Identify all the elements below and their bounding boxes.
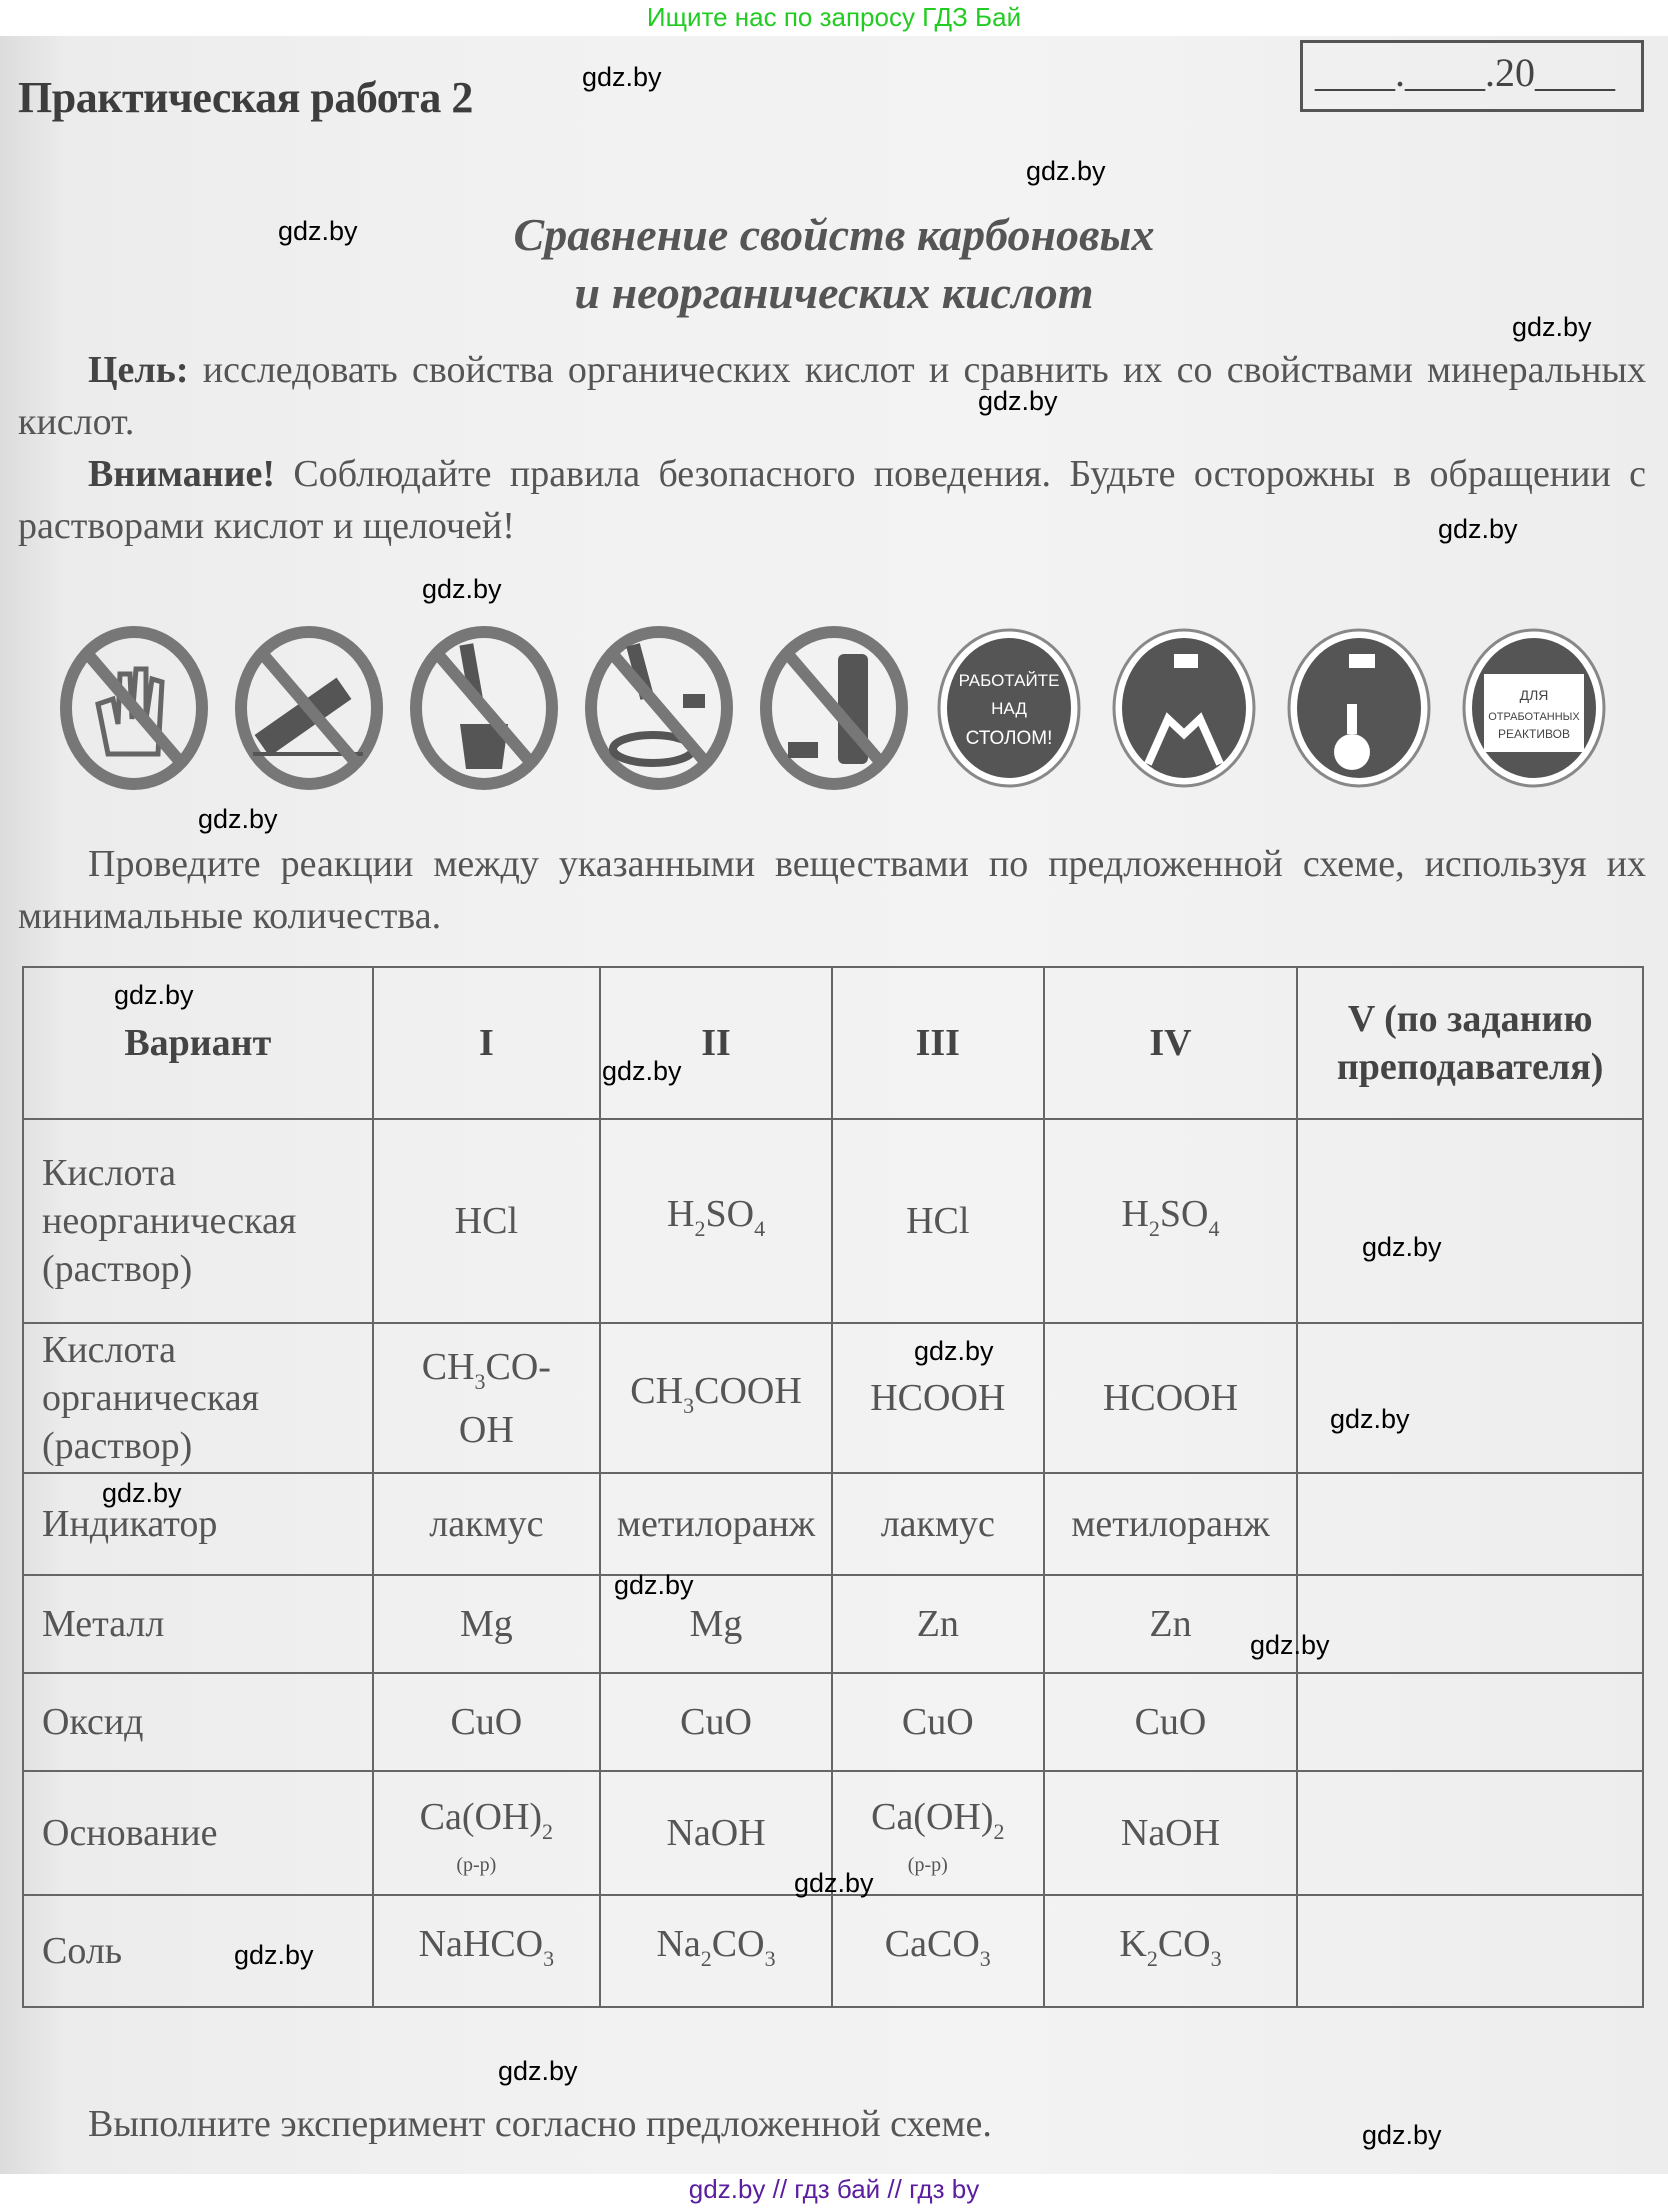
table-cell: $K_2CO_3$: [1044, 1895, 1298, 2007]
table-cell: $CH_3CO-$ OH: [373, 1323, 601, 1473]
table-cell-empty[interactable]: [1297, 1323, 1643, 1473]
watermark: gdz.by: [1026, 156, 1106, 186]
table-cell: HCl: [373, 1119, 601, 1323]
watermark: gdz.by: [1250, 1630, 1330, 1660]
header-variant-2: II: [600, 967, 832, 1119]
row-label: Металл: [23, 1575, 373, 1673]
svg-text:НАД: НАД: [991, 699, 1027, 718]
row-label: Соль: [23, 1895, 373, 2007]
no-touch-hand-icon: [58, 624, 210, 792]
watermark: gdz.by: [498, 2056, 578, 2086]
table-cell: HCOOH: [832, 1323, 1044, 1473]
warning-paragraph: [18, 448, 1646, 552]
no-pour-into-sink-icon: [583, 624, 735, 792]
table-cell: CuO: [600, 1673, 832, 1771]
safety-signs-row: [58, 624, 1658, 794]
watermark: gdz.by: [1362, 2120, 1442, 2150]
table-header-row: [23, 967, 1643, 1119]
watermark: gdz.by: [278, 216, 358, 246]
rinse-flask-icon: [1283, 624, 1435, 792]
svg-text:СТОЛОМ!: СТОЛОМ!: [965, 728, 1053, 749]
row-label: Основание: [23, 1771, 373, 1895]
row-label: Оксид: [23, 1673, 373, 1771]
table-cell-empty[interactable]: [1297, 1895, 1643, 2007]
table-cell: Mg: [600, 1575, 832, 1673]
header-variant: Вариант: [23, 967, 373, 1119]
date-field[interactable]: [1300, 40, 1644, 112]
row-label: Кислота неорганическая (раствор): [23, 1119, 373, 1323]
table-cell: HCOOH: [1044, 1323, 1298, 1473]
goal-paragraph: [18, 344, 1646, 448]
date-field-text: ____.____.20____: [1315, 50, 1615, 95]
table-cell: CuO: [1044, 1673, 1298, 1771]
table-cell: лакмус: [373, 1473, 601, 1575]
table-cell: метилоранж: [600, 1473, 832, 1575]
watermark: gdz.by: [914, 1336, 994, 1366]
table-cell: CaCO$_3$: [832, 1895, 1044, 2007]
page-title: Практическая работа 2: [18, 73, 473, 122]
watermark: gdz.by: [582, 62, 662, 92]
table-cell: $H_2SO_4$: [600, 1119, 832, 1323]
watermark: gdz.by: [978, 386, 1058, 416]
no-smell-bottle-icon: [758, 624, 910, 792]
instruction-paragraph: Проведите реакции между указанными веществами по предложенной схеме, используя их минимальные количества.: [18, 843, 1646, 937]
table-cell: $H_2SO_4$: [1044, 1119, 1298, 1323]
watermark: gdz.by: [1512, 312, 1592, 342]
watermark: gdz.by: [1330, 1404, 1410, 1434]
svg-text:ОТРАБОТАННЫХ: ОТРАБОТАННЫХ: [1488, 711, 1580, 723]
table-cell: Mg: [373, 1575, 601, 1673]
header-variant-5: V (по заданию преподавателя): [1297, 967, 1643, 1119]
table-cell: Zn: [1044, 1575, 1298, 1673]
table-cell: $Ca(OH)_2$ (р-р): [373, 1771, 601, 1895]
table-cell-empty[interactable]: [1297, 1673, 1643, 1771]
table-cell: NaHCO$_3$: [373, 1895, 601, 2007]
table-cell: лакмус: [832, 1473, 1044, 1575]
table-row: [23, 1323, 1643, 1473]
watermark: gdz.by: [102, 1478, 182, 1508]
header-variant-3: III: [832, 967, 1044, 1119]
no-pour-into-drink-icon: [408, 624, 560, 792]
table-cell: $Ca(OH)_2$ (р-р): [832, 1771, 1044, 1895]
footer-banner: [0, 2174, 1668, 2208]
watermark: gdz.by: [602, 1056, 682, 1086]
goal-label: Цель:: [88, 349, 189, 391]
table-cell: NaOH: [600, 1771, 832, 1895]
search-banner: [0, 0, 1668, 36]
work-over-table-icon: [933, 624, 1085, 792]
table-cell-empty[interactable]: [1297, 1473, 1643, 1575]
table-row: [23, 1119, 1643, 1323]
warning-text: Соблюдайте правила безопасного поведения. Будьте осторожны в обращении с растворами кислот и щелочей!: [18, 453, 1646, 547]
row-label: Индикатор: [23, 1473, 373, 1575]
table-cell: CuO: [832, 1673, 1044, 1771]
svg-text:ДЛЯ: ДЛЯ: [1519, 687, 1549, 703]
table-cell: Zn: [832, 1575, 1044, 1673]
footer-banner-text: gdz.by // гдз бай // гдз by: [688, 2174, 980, 2204]
header-variant-1: I: [373, 967, 601, 1119]
watermark: gdz.by: [794, 1868, 874, 1898]
table-cell: $Na_2CO_3$: [600, 1895, 832, 2007]
table-cell: NaOH: [1044, 1771, 1298, 1895]
goal-text: исследовать свойства органических кислот и сравнить их со свойствами минеральных кислот.: [18, 349, 1646, 443]
final-instruction: Выполните эксперимент согласно предложенной схеме.: [88, 2103, 992, 2145]
subtitle-line-1: Сравнение свойств карбоновых: [513, 209, 1155, 260]
subtitle-line-2: и неорганических кислот: [574, 267, 1094, 318]
watermark: gdz.by: [198, 804, 278, 834]
svg-text:РЕАКТИВОВ: РЕАКТИВОВ: [1498, 727, 1570, 741]
watermark: gdz.by: [234, 1940, 314, 1970]
table-row: [23, 1575, 1643, 1673]
variants-table: [22, 966, 1644, 2008]
table-row: [23, 1473, 1643, 1575]
table-row: [23, 1673, 1643, 1771]
table-cell-empty[interactable]: [1297, 1575, 1643, 1673]
watermark: gdz.by: [1438, 514, 1518, 544]
table-cell-empty[interactable]: [1297, 1771, 1643, 1895]
table-cell-empty[interactable]: [1297, 1119, 1643, 1323]
warning-label: Внимание!: [88, 453, 276, 495]
watermark: gdz.by: [422, 574, 502, 604]
table-cell: CuO: [373, 1673, 601, 1771]
header-variant-4: IV: [1044, 967, 1298, 1119]
table-cell: метилоранж: [1044, 1473, 1298, 1575]
table-cell: $CH_3COOH$: [600, 1323, 832, 1473]
row-label: Кислота органическая (раствор): [23, 1323, 373, 1473]
table-cell: HCl: [832, 1119, 1044, 1323]
svg-text:РАБОТАЙТЕ: РАБОТАЙТЕ: [958, 671, 1060, 690]
watermark: gdz.by: [114, 980, 194, 1010]
waste-reagents-container-icon: [1458, 624, 1610, 792]
no-taste-icon: [233, 624, 385, 792]
watermark: gdz.by: [1362, 1232, 1442, 1262]
wash-hands-icon: [1108, 624, 1260, 792]
watermark: gdz.by: [614, 1570, 694, 1600]
search-banner-text: Ищите нас по запросу ГДЗ Бай: [646, 2, 1022, 32]
